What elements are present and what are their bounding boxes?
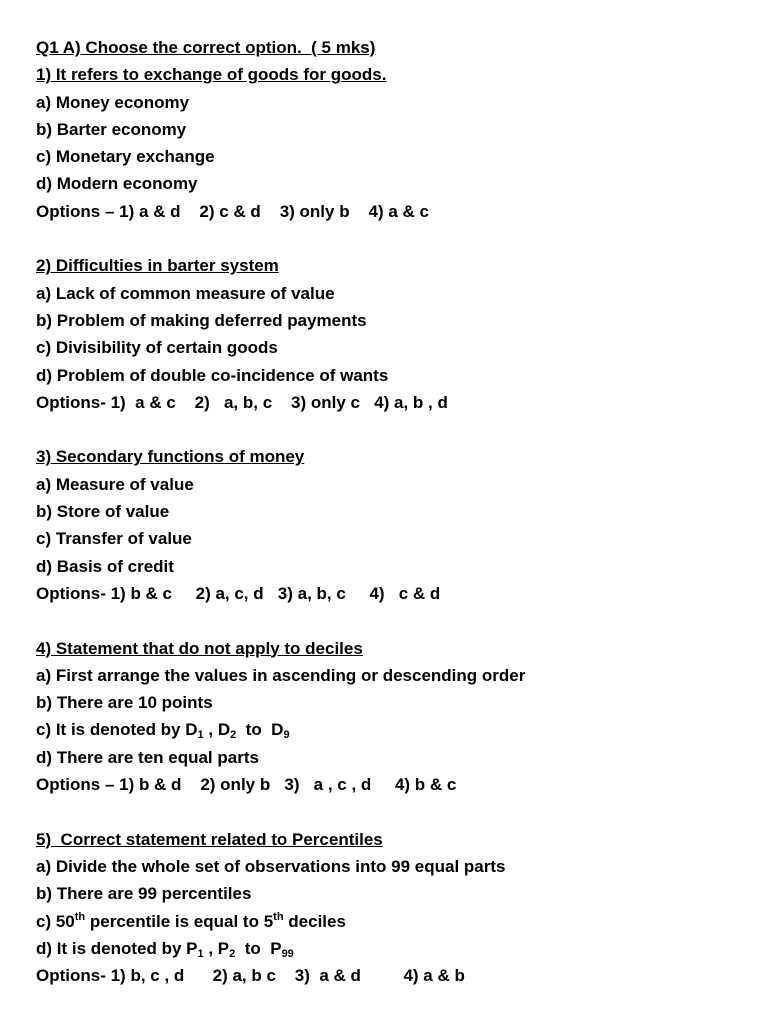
question-sheet xyxy=(36,34,748,989)
spacer xyxy=(36,607,748,634)
subscript: 99 xyxy=(281,947,294,960)
choice-a: a) Measure of value xyxy=(36,474,194,494)
question-heading: 2) Difficulties in barter system xyxy=(36,256,279,276)
choice-a: a) Lack of common measure of value xyxy=(36,283,335,303)
subscript: 2 xyxy=(230,729,237,742)
options-line: Options- 1) b, c , d 2) a, b c 3) a & d 4) a & b xyxy=(36,966,465,986)
question-2 xyxy=(36,252,748,416)
choice-c-text: , D xyxy=(203,720,231,740)
choice-d-text: to P xyxy=(235,938,282,958)
choice-d: d) Basis of credit xyxy=(36,556,174,576)
choice-d: d) There are ten equal parts xyxy=(36,747,259,767)
choice-c xyxy=(36,908,748,935)
choice-b: b) Store of value xyxy=(36,502,170,522)
choice-b: b) Barter economy xyxy=(36,119,187,139)
choice-c: c) Divisibility of certain goods xyxy=(36,338,278,358)
choice-c xyxy=(36,716,748,743)
subscript: 2 xyxy=(229,947,236,960)
choice-d: d) Modern economy xyxy=(36,174,198,194)
subscript: 1 xyxy=(197,947,204,960)
choice-c-text: deciles xyxy=(283,911,346,931)
choice-c-text: c) 50 xyxy=(36,911,75,931)
section-title: Q1 A) Choose the correct option. ( 5 mks) xyxy=(36,38,376,57)
choice-c: c) Monetary exchange xyxy=(36,147,215,167)
choice-a: a) Divide the whole set of observations into 99 equal parts xyxy=(36,856,506,876)
subscript: 9 xyxy=(283,729,290,742)
question-4 xyxy=(36,635,748,799)
choice-c-text: percentile is equal to 5 xyxy=(85,911,274,931)
question-3 xyxy=(36,443,748,607)
choice-c-text: c) It is denoted by D xyxy=(36,720,198,740)
options-line: Options- 1) b & c 2) a, c, d 3) a, b, c 4) c & d xyxy=(36,583,441,603)
question-heading: 5) Correct statement related to Percentiles xyxy=(36,829,383,849)
question-heading: 4) Statement that do not apply to deciles xyxy=(36,638,363,658)
question-1 xyxy=(36,61,748,225)
choice-b: b) There are 10 points xyxy=(36,693,213,713)
subscript: 1 xyxy=(197,729,204,742)
choice-d-text: d) It is denoted by P xyxy=(36,938,198,958)
choice-d: d) Problem of double co-incidence of wants xyxy=(36,365,389,385)
choice-c-text: to D xyxy=(236,720,284,740)
options-line: Options- 1) a & c 2) a, b, c 3) only c 4) a, b , d xyxy=(36,392,448,412)
choice-d xyxy=(36,935,748,962)
question-heading: 3) Secondary functions of money xyxy=(36,447,305,467)
choice-b: b) There are 99 percentiles xyxy=(36,884,252,904)
spacer xyxy=(36,416,748,443)
superscript: th xyxy=(273,910,284,923)
options-line: Options – 1) b & d 2) only b 3) a , c , d 4) b & c xyxy=(36,775,457,795)
choice-b: b) Problem of making deferred payments xyxy=(36,310,367,330)
choice-d-text: , P xyxy=(203,938,230,958)
question-5 xyxy=(36,826,748,990)
question-heading: 1) It refers to exchange of goods for goods. xyxy=(36,65,387,85)
choice-a: a) First arrange the values in ascending or descending order xyxy=(36,665,526,685)
options-line: Options – 1) a & d 2) c & d 3) only b 4) a & c xyxy=(36,201,429,221)
superscript: th xyxy=(74,910,86,923)
spacer xyxy=(36,225,748,252)
choice-a: a) Money economy xyxy=(36,92,190,112)
choice-c: c) Transfer of value xyxy=(36,529,192,549)
spacer xyxy=(36,798,748,825)
